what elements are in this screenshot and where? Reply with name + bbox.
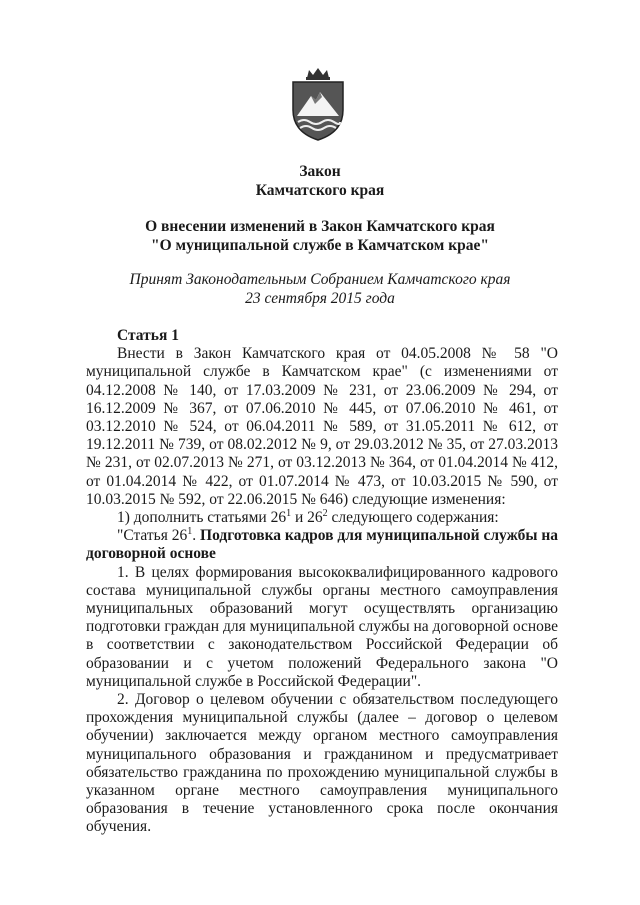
article-title: Статья 1 — [117, 327, 179, 344]
adoption-date: 23 сентября 2015 года — [245, 290, 395, 307]
adoption-line-1: Принят Законодательным Собранием Камчатского края — [129, 271, 511, 288]
paragraph-1: 1. В целях формирования высококвалифицированного кадрового состава муниципальной службы органы местного самоуправления муниципальных образований могут осуществлять организацию подготовки граждан для муниципальной службы на договорной основе в соответствии с законодательством Российской Федерации об образовании и с учетом положений Федерального закона "О муниципальной службе в Российской Федерации". — [86, 563, 559, 690]
law-title-line-2: "О муниципальной службе в Камчатском крае" — [151, 237, 489, 254]
kamchatka-coat-of-arms-icon — [289, 66, 347, 142]
new-article-heading: "Статья $26^1$. Подготовка кадров для муниципальной службы на договорной основе — [86, 526, 559, 563]
amendment-item-1: 1) дополнить статьями $26^1$ и $26^2$ следующего содержания: — [117, 508, 499, 527]
region-name: Камчатского края — [255, 182, 385, 199]
new-article-title: Подготовка кадров для муниципальной службы на договорной основе — [86, 527, 559, 563]
law-body — [86, 327, 558, 837]
article-intro-paragraph: Внести в Закон Камчатского края от 04.05.2008 № 58 "О муниципальной службе в Камчатском крае" (с изменениями от 04.12.2008 № 140, от 17.03.2009 № 231, от 23.06.2009 № 294, от 16.12.2009 № 367, от 07.06.2010 № 445, от 07.06.2010 № 461, от 03.12.2010 № 524, от 06.04.2011 № 589, от 31.05.2011 № 612, от 19.12.2011 № 739, от 08.02.2012 № 9, от 29.03.2012 № 35, от 27.03.2013 № 231, от 02.07.2013 № 271, от 03.12.2013 № 364, от 01.04.2014 № 412, от 01.04.2014 № 422, от 01.07.2014 № 473, от 10.03.2015 № 590, от 10.03.2015 № 592, от 22.06.2015 № 646) следующие изменения: — [86, 345, 558, 508]
paragraph-2: 2. Договор о целевом обучении с обязательством последующего прохождения муниципальной службы (далее – договор о целевом обучении) заключается между органом местного самоуправления муниципального образования и гражданином и предусматривает обязательство гражданина по прохождению муниципальной службы в указанном органе местного самоуправления муниципального образования в течение установленного срока после окончания обучения. — [86, 691, 558, 836]
law-title-line-1: О внесении изменений в Закон Камчатского края — [145, 218, 495, 235]
document-type: Закон — [299, 163, 341, 180]
